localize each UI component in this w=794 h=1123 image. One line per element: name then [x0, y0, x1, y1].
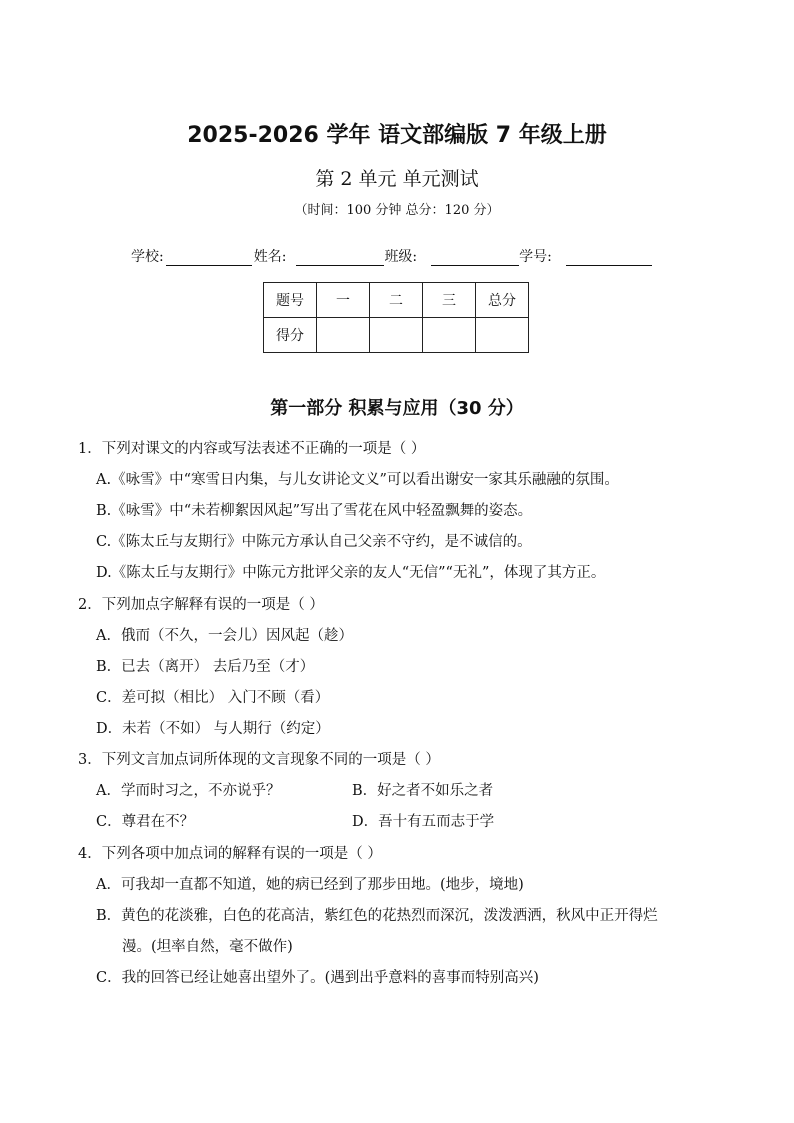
question-3-stem: 3．下列文言加点词所体现的文言现象不同的一项是（ ）	[78, 752, 440, 768]
student-id-label: 学号:	[519, 249, 552, 265]
score-input-cell[interactable]	[317, 318, 370, 353]
score-input-cell[interactable]	[476, 318, 529, 353]
question-4-option-b: B．黄色的花淡雅，白色的花高洁，紫红色的花热烈而深沉，泼泼洒洒，秋风中正开得烂	[96, 908, 658, 924]
score-table-cell: 得分	[264, 318, 317, 353]
student-id-field[interactable]	[566, 247, 652, 266]
document-title: 2025-2026 学年 语文部编版 7 年级上册	[187, 123, 607, 148]
score-input-cell[interactable]	[423, 318, 476, 353]
question-1-stem: 1．下列对课文的内容或写法表述不正确的一项是（ ）	[78, 441, 426, 457]
score-table-cell: 总分	[476, 283, 529, 318]
question-4-option-a: A．可我却一直都不知道，她的病已经到了那步田地。(地步，境地)	[96, 877, 524, 893]
question-2-option-b: B．已去（离开） 去后乃至（才）	[96, 659, 315, 675]
question-1-option-d: D.《陈太丘与友期行》中陈元方批评父亲的友人“无信”“无礼”，体现了其方正。	[96, 565, 606, 581]
school-label: 学校:	[131, 249, 164, 265]
question-1-option-a: A.《咏雪》中“寒雪日内集，与儿女讲论文义”可以看出谢安一家其乐融融的氛围。	[96, 472, 619, 488]
question-1-option-b: B.《咏雪》中“未若柳絮因风起”写出了雪花在风中轻盈飘舞的姿态。	[96, 503, 533, 519]
question-3-option-d: D．吾十有五而志于学	[352, 814, 495, 830]
name-label: 姓名:	[253, 249, 287, 265]
question-1-option-c: C.《陈太丘与友期行》中陈元方承认自己父亲不守约，是不诚信的。	[96, 534, 532, 550]
student-info-row	[131, 246, 652, 266]
question-2-stem: 2．下列加点字解释有误的一项是（ ）	[78, 597, 324, 613]
class-field[interactable]	[431, 247, 519, 266]
question-4-stem: 4．下列各项中加点词的解释有误的一项是（ ）	[78, 846, 382, 862]
name-field[interactable]	[296, 247, 384, 266]
score-table-header-row	[264, 283, 529, 318]
score-table-cell: 三	[423, 283, 476, 318]
score-input-cell[interactable]	[370, 318, 423, 353]
school-field[interactable]	[166, 247, 252, 266]
question-3-option-b: B．好之者不如乐之者	[352, 783, 494, 799]
score-table-cell: 题号	[264, 283, 317, 318]
question-2-option-d: D．未若（不如） 与人期行（约定）	[96, 721, 330, 737]
question-2-option-c: C．差可拟（相比） 入门不顾（看）	[96, 690, 330, 706]
question-3-option-a: A．学而时习之，不亦说乎？	[96, 783, 281, 799]
question-3-option-c: C．尊君在不？	[96, 814, 195, 830]
exam-meta: （时间：100 分钟 总分：120 分）	[294, 203, 500, 218]
score-table-score-row	[264, 318, 529, 353]
question-4-option-c: C．我的回答已经让她喜出望外了。(遇到出乎意料的喜事而特别高兴)	[96, 970, 539, 986]
score-table-cell: 一	[317, 283, 370, 318]
question-4-option-b-continued: 漫。(坦率自然，毫不做作)	[122, 939, 293, 955]
question-2-option-a: A．俄而（不久，一会儿）因风起（趁）	[96, 628, 353, 644]
score-table-cell: 二	[370, 283, 423, 318]
section-heading: 第一部分 积累与应用（30 分）	[270, 398, 524, 419]
score-table	[263, 282, 529, 353]
document-subtitle: 第 2 单元 单元测试	[315, 168, 479, 190]
class-label: 班级:	[384, 249, 418, 265]
